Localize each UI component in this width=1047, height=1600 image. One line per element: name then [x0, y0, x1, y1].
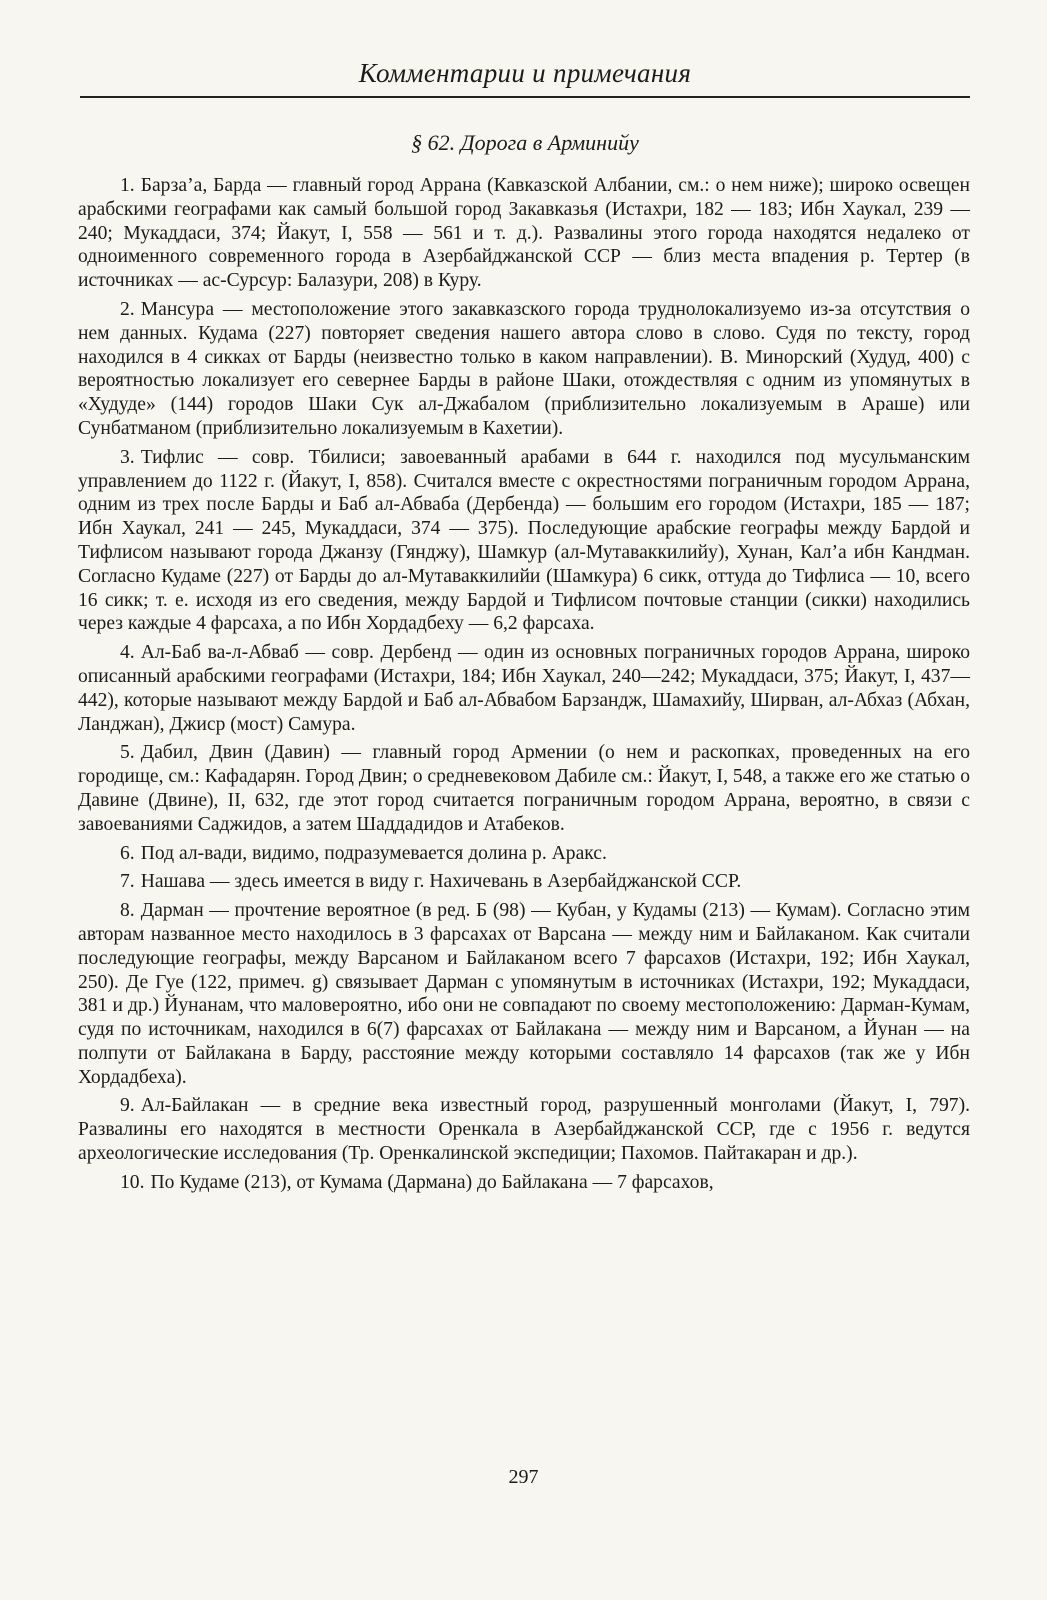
note-number: 6. — [120, 842, 135, 864]
running-title: Комментарии и примечания — [358, 58, 692, 88]
note-number: 10. — [120, 1171, 145, 1193]
note-text: Мансура — местоположение этого закавказского города труднолокализуемо из-за отсутствия о нем данных. Кудама (227) повторяет сведения нашего автора слово в слово. Судя по тексту, город находился в 4 сикках от Барды (неизвестно только в каком направлении). В. Минорский (Худуд, 400) с вероятностью локализует его севернее Барды в районе Шаки, отождествляя с одним из упомянутых в «Худуде» (144) городов Шаки Сук ал-Джабалом (приблизительно локализуемым в Араше) или Сунбатманом (приблизительно локализуемым в Кахетии). — [78, 298, 970, 439]
note-2 — [78, 298, 970, 441]
note-10 — [78, 1171, 970, 1195]
note-number: 5. — [120, 742, 135, 764]
page-number: 297 — [508, 1466, 539, 1488]
note-number: 9. — [120, 1095, 135, 1117]
note-5 — [78, 741, 970, 836]
note-6 — [78, 842, 970, 866]
note-number: 1. — [120, 175, 135, 196]
note-text: Под ал-вади, видимо, подразумевается долина р. Аракс. — [140, 842, 607, 864]
note-8 — [78, 899, 970, 1089]
note-text: Нашава — здесь имеется в виду г. Нахичевань в Азербайджанской ССР. — [140, 871, 742, 893]
note-text: Ал-Байлакан — в средние века известный город, разрушенный монголами (Йакут, I, 797). Развалины его находятся в местности Оренкала в Азербайджанской ССР, где с 1956 г. ведутся археологические исследования (Тр. Оренкалинской экспедиции; Пахомов. Пайтакаран и др.). — [78, 1095, 970, 1165]
note-text: Дарман — прочтение вероятное (в ред. Б (98) — Кубан, у Кудамы (213) — Кумам). Согласно этим авторам названное место находилось в 3 фарсахах от Варсана — между ним и Байлаканом. Как считали последующие географы, между Варсаном и Байлаканом всего 7 фарсахов (Истахри, 192; Ибн Хаукал, 250). Де Гуе (122, примеч. g) связывает Дарман с упомянутым в источниках (Истахри, 192; Мукаддаси, 381 и др.) Йунанам, что маловероятно, ибо они не совпадают по своему местоположению: Дарман-Кумам, судя по источникам, находился в 6(7) фарсахах от Байлакана — между ним и Варсаном, а Йунан — на полпути от Байлакана в Барду, расстояние между которыми составляло 14 фарсахов (так же у Ибн Хордадбеха). — [78, 900, 970, 1088]
note-text: Дабил, Двин (Давин) — главный город Армении (о нем и раскопках, проведенных на его городище, см.: Кафадарян. Город Двин; о средневековом Дабиле см.: Йакут, I, 548, а также его же статью о Давине (Двине), II, 632, где этот город считается пограничным городом Аррана, вероятно, в связи с завоеваниями Саджидов, а затем Шаддадидов и Атабеков. — [78, 742, 970, 835]
note-number: 8. — [120, 900, 135, 922]
notes-body — [78, 174, 970, 1200]
note-text: По Кудаме (213), от Кумама (Дармана) до Байлакана — 7 фарсахов, — [150, 1171, 714, 1193]
note-number: 7. — [120, 871, 135, 893]
note-number: 2. — [120, 298, 135, 320]
note-1 — [78, 174, 970, 293]
note-9 — [78, 1094, 970, 1165]
note-4 — [78, 641, 970, 736]
section-title: § 62. Дорога в Арминийу — [411, 130, 639, 155]
note-text: Тифлис — совр. Тбилиси; завоеванный арабами в 644 г. находился под мусульманским управлением до 1122 г. (Йакут, I, 858). Считался вместе с окрестностями пограничным городом Аррана, одним из трех после Барды и Баб ал-Абваба (Дербенда) — большим его городом (Истахри, 185 — 187; Ибн Хаукал, 241 — 245, Мукаддаси, 374 — 375). Последующие арабские географы между Бардой и Тифлисом называют города Джанзу (Гянджу), Шамкур (ал-Мутаваккилийу), Хунан, Кал’а ибн Кандман. Согласно Кудаме (227) от Барды до ал-Мутаваккилийи (Шамкура) 6 сикк, оттуда до Тифлиса — 10, всего 16 сикк; т. е. исходя из его сведения, между Бардой и Тифлисом почтовые станции (сикки) находились через каждые 4 фарсаха, а по Ибн Хордадбеху — 6,2 фарсаха. — [78, 446, 970, 635]
note-3 — [78, 446, 970, 636]
note-number: 4. — [120, 642, 135, 664]
note-number: 3. — [120, 446, 135, 468]
note-7 — [78, 870, 970, 894]
note-text: Ал-Баб ва-л-Абваб — совр. Дербенд — один из основных пограничных городов Аррана, широко описанный арабскими географами (Истахри, 184; Ибн Хаукал, 240—242; Мукаддаси, 375; Йакут, I, 437—442), которые называют между Бардой и Баб ал-Абвабом Барзандж, Шамахийу, Ширван, ал-Абхаз (Абхан, Ланджан), Джиср (мост) Самура. — [78, 642, 970, 735]
header-rule — [80, 96, 970, 98]
note-text: Барза’а, Барда — главный город Аррана (Кавказской Албании, см.: о нем ниже); широко освещен арабскими географами как самый большой город Закавказья (Истахри, 182 — 183; Ибн Хаукал, 239 — 240; Мукаддаси, 374; Йакут, I, 558 — 561 и т. д.). Развалины этого города находятся недалеко от одноименного современного города в Азербайджанской ССР — близ места впадения р. Тертер (в источниках — ас-Сурсур: Балазури, 208) в Куру. — [78, 175, 970, 292]
